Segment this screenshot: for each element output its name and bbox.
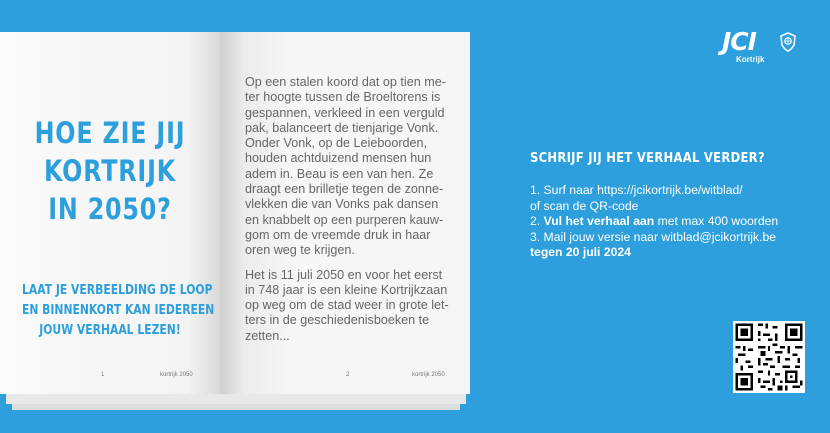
para1-line-1: Op een stalen koord dat op tien me-: [245, 75, 446, 89]
jci-logo[interactable]: [722, 28, 804, 66]
jci-shield-icon: [780, 32, 796, 52]
step-2: [530, 214, 778, 230]
para1-line-10: en knabbelt op een purperen kauw-: [245, 212, 444, 227]
story-paragraph-1: [245, 75, 463, 259]
para1-line-6: houden achtduizend mensen hun: [245, 151, 432, 166]
step-3-line-1: 3. Mail jouw versie naar witblad@jcikortrijk.be: [530, 229, 777, 244]
para1-line-12: oren weg te krijgen.: [245, 243, 355, 258]
para1-line-3: gespannen, verkleed in een verguld: [245, 105, 445, 120]
para1-line-2: ter hoogte tussen de Broeltorens is: [245, 90, 441, 105]
page-number-1: 1: [101, 372, 105, 378]
story-text: [245, 75, 463, 353]
subline-line-2: EN BINNENKORT KAN IEDEREEN: [22, 302, 215, 318]
para2-line-4: ters in de geschiedenisboeken te: [245, 313, 430, 328]
para1-line-8: draagt een brilletje tegen de zonne-: [245, 182, 444, 197]
headline-line-1: HOE ZIE JIJ: [34, 116, 186, 150]
instructions: [530, 183, 778, 261]
right-page-footer: kortrijk 2050: [412, 372, 445, 378]
para1-line-4: pak, balanceert de tienjarige Vonk.: [245, 120, 439, 135]
logo-city: Kortrijk: [736, 55, 765, 64]
qr-code[interactable]: [733, 321, 805, 393]
para2-line-3: op weg om de stad weer in grote let-: [245, 298, 449, 313]
book-edge-lower: [12, 404, 460, 410]
subline-line-1: LAAT JE VERBEELDING DE LOOP: [22, 282, 213, 298]
para2-line-5: zetten...: [245, 328, 290, 343]
cta-title: SCHRIJF JIJ HET VERHAAL VERDER?: [530, 150, 765, 166]
headline-line-3: IN 2050?: [48, 192, 172, 226]
para1-line-7: adem in. Beau is een van hen. Ze: [245, 166, 434, 181]
step-1-line-1: 1. Surf naar https://jcikortrijk.be/witblad/: [530, 183, 743, 197]
para1-line-11: gom om de vreemde druk in haar: [245, 227, 431, 242]
open-book: [0, 32, 470, 394]
step-2-bold: Vul het verhaal aan: [543, 214, 655, 229]
book-edge: [6, 394, 466, 404]
subline-line-3: JOUW VERHAAL LEZEN!: [39, 322, 181, 338]
page-number-2: 2: [346, 372, 350, 378]
para2-line-2: in 748 jaar is een kleine Kortrijkzaan: [245, 282, 448, 297]
step-2-rest: met max 400 woorden: [654, 214, 779, 229]
step-3-deadline: tegen 20 juli 2024: [530, 245, 631, 260]
logo-text: JCI: [722, 27, 756, 56]
headline-line-2: KORTRIJK: [43, 154, 177, 188]
para1-line-5: Onder Vonk, op de Leieboorden,: [245, 136, 428, 151]
para1-line-9: vlekken die van Vonks pak dansen: [245, 197, 439, 212]
para2-line-1: Het is 11 juli 2050 en voor het eerst: [245, 267, 443, 282]
headline: [28, 114, 192, 228]
story-paragraph-2: [245, 268, 463, 344]
step-1-line-2: of scan de QR-code: [530, 198, 639, 213]
step-2-prefix: 2.: [530, 214, 544, 229]
left-page-footer: kortrijk 2050: [160, 372, 193, 378]
left-page: [0, 32, 220, 394]
subline: [22, 280, 215, 340]
